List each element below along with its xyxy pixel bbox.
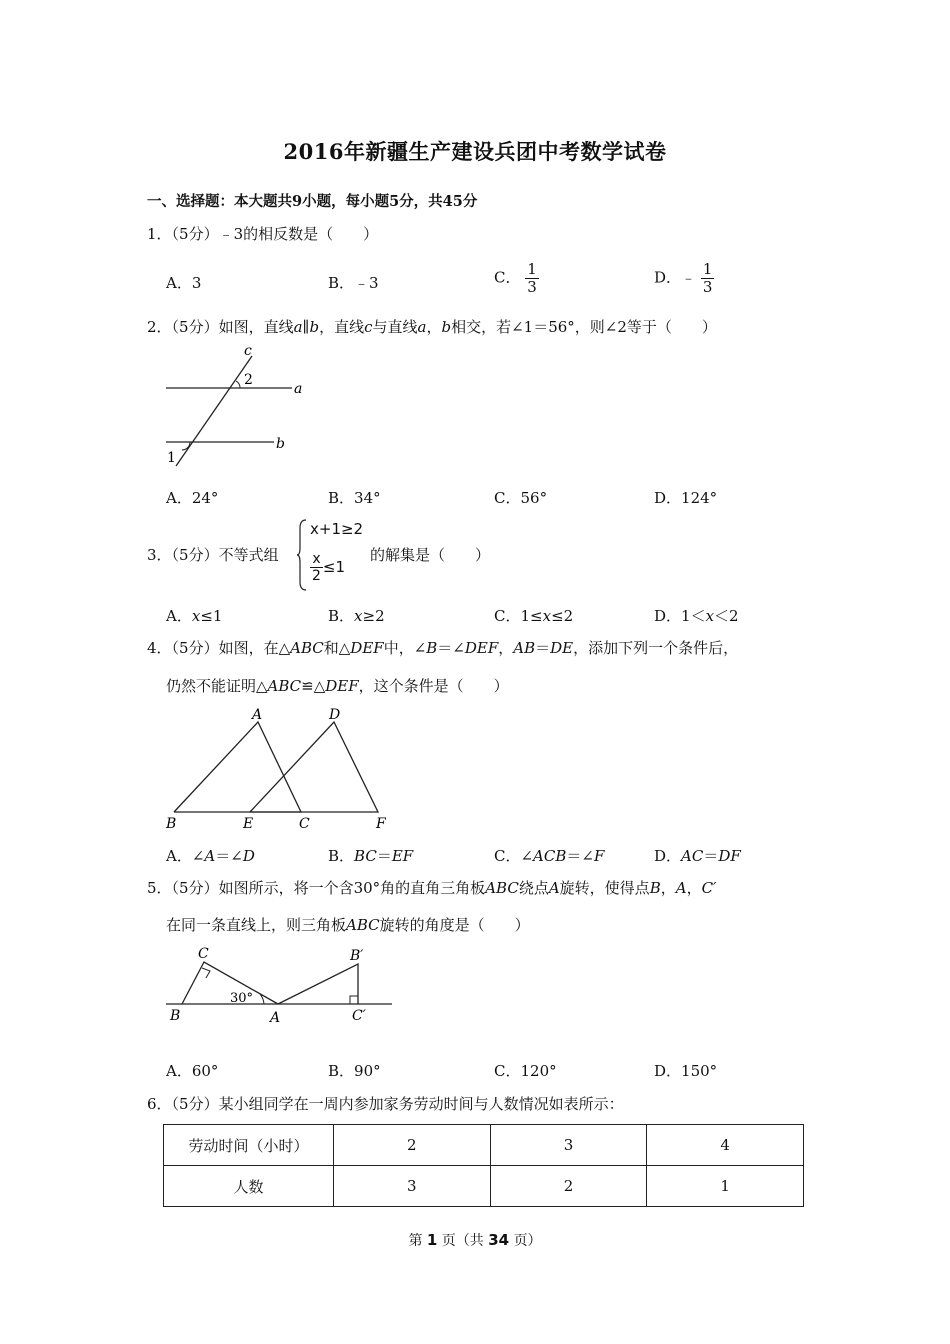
var: x (705, 607, 715, 625)
q2-option-b: B．34° (328, 489, 381, 507)
text: ， (660, 879, 676, 897)
text: A．∠ (166, 847, 205, 865)
q3-option-b (328, 605, 385, 626)
var: B (426, 639, 438, 657)
page-footer (0, 1230, 950, 1250)
q1-option-d-fraction (701, 261, 715, 296)
line-b-label: b (276, 436, 285, 452)
left-brace-icon (296, 518, 308, 592)
text: 仍然不能证明△ (166, 677, 268, 695)
line-a-label: a (294, 381, 303, 397)
text: D．1＜ (654, 607, 706, 625)
text: ＜2 (714, 607, 739, 625)
question-5-line-1 (147, 878, 716, 898)
angle-30-label: 30° (230, 991, 254, 1006)
system-line-2 (310, 551, 345, 584)
var: AC (681, 847, 704, 865)
point-a-label: A (252, 707, 263, 723)
fraction-numerator: 1 (527, 260, 537, 278)
page-number: 1 (426, 1231, 438, 1249)
table-row (164, 1166, 804, 1207)
q4-option-b (328, 845, 413, 866)
question-5-line-2 (166, 915, 530, 935)
text: D． (654, 847, 682, 865)
text: C．∠ (494, 847, 534, 865)
var: b (309, 318, 320, 336)
text: 绕点 (518, 879, 549, 897)
point-a-label: A (270, 1010, 281, 1026)
q2-option-d: D．124° (654, 489, 718, 507)
point-d-label: D (329, 707, 341, 723)
text: 第 (408, 1233, 423, 1249)
var: B (649, 879, 661, 897)
question-1-stem: 1．（5分）﹣3的相反数是（ ） (147, 225, 379, 243)
var: DE (550, 639, 574, 657)
system-line-2-tail: ≤1 (322, 558, 346, 576)
text: ∥ (302, 318, 310, 336)
q1-option-c-fraction (525, 261, 539, 296)
fraction-numerator: x (310, 551, 323, 568)
system-line-1: x+1≥2 (310, 520, 364, 538)
text: ， (426, 318, 442, 336)
table-cell: 劳动时间（小时） (164, 1125, 334, 1166)
text: 页（共 (441, 1233, 484, 1249)
q4-option-d (654, 845, 741, 866)
table-cell: 4 (647, 1125, 804, 1166)
q1-option-c-label: C． (494, 268, 521, 287)
q3-option-c (494, 605, 573, 626)
text: 和△ (323, 639, 351, 657)
text: ＝∠ (215, 847, 243, 865)
text: 旋转，使得点 (559, 879, 650, 897)
q4-option-a (166, 845, 255, 866)
table-cell: 2 (490, 1166, 647, 1207)
table-row (164, 1125, 804, 1166)
text: ， (686, 879, 702, 897)
point-e-label: E (243, 816, 254, 832)
var: DEF (325, 677, 359, 695)
table-cell: 人数 (164, 1166, 334, 1207)
var: b (441, 318, 452, 336)
q2-option-a: A．24° (166, 489, 219, 507)
q1-option-c (494, 261, 539, 296)
text: ＝ (535, 639, 551, 657)
text: B． (328, 607, 355, 625)
text: 与直线 (372, 318, 418, 336)
text: 2．（5分）如图，直线 (147, 318, 294, 336)
var: A (675, 879, 687, 897)
var: ABC (346, 916, 380, 934)
text: C．1≤ (494, 607, 543, 625)
var: C′ (701, 879, 717, 897)
text: 旋转的角度是（ ） (379, 916, 530, 934)
question-6-stem: 6．（5分）某小组同学在一周内参加家务劳动时间与人数情况如表所示： (147, 1095, 624, 1113)
text: ≌△ (301, 677, 326, 695)
line-c-label: c (244, 343, 252, 359)
text: ≥2 (362, 607, 385, 625)
page-title: 2016年新疆生产建设兵团中考数学试卷 (283, 139, 667, 164)
point-b-prime-label: B′ (350, 948, 364, 964)
text: ＝∠ (566, 847, 594, 865)
fraction-denominator: 3 (527, 278, 537, 296)
system-fraction (310, 551, 323, 584)
data-table (163, 1124, 804, 1207)
var: EF (391, 847, 414, 865)
question-3-suffix: 的解集是（ ） (370, 546, 491, 564)
angle-2-label: 2 (244, 372, 253, 388)
text: A． (166, 607, 192, 625)
var: c (364, 318, 373, 336)
var: DEF (350, 639, 384, 657)
q5-option-d: D．150° (654, 1062, 718, 1080)
var: DF (718, 847, 741, 865)
q1-option-b: B．﹣3 (328, 274, 379, 292)
q2-option-c: C．56° (494, 489, 548, 507)
point-b-label: B (166, 816, 177, 832)
var: DEF (464, 639, 499, 657)
var: x (354, 607, 363, 625)
q1-option-d-label: D．﹣ (654, 268, 697, 287)
table-cell: 2 (334, 1125, 491, 1166)
point-c-label: C (299, 816, 310, 832)
var: AB (513, 639, 536, 657)
var: ABC (290, 639, 324, 657)
text: 在同一条直线上，则三角板 (166, 916, 347, 934)
question-4-line-2 (166, 676, 509, 696)
text: ，直线 (319, 318, 365, 336)
text: 相交，若∠1＝56°，则∠2等于（ ） (451, 318, 717, 336)
q1-option-d (654, 261, 714, 296)
point-f-label: F (376, 816, 386, 832)
text: 页） (513, 1233, 542, 1249)
var: x (542, 607, 552, 625)
fraction-denominator: 2 (312, 568, 321, 584)
text: ≤2 (551, 607, 574, 625)
q5-option-a: A．60° (166, 1062, 219, 1080)
point-c-prime-label: C′ (352, 1008, 366, 1024)
section-heading: 一、选择题：本大题共9小题，每小题5分，共45分 (147, 193, 478, 210)
q3-option-a (166, 605, 222, 626)
var: a (417, 318, 427, 336)
question-2-stem (147, 317, 717, 337)
q2-figure-parallel-lines (160, 342, 320, 472)
var: F (593, 847, 605, 865)
question-3-prefix: 3．（5分）不等式组 (147, 546, 279, 564)
q5-figure-rotation (160, 942, 400, 1027)
table-cell: 1 (647, 1166, 804, 1207)
var: A (548, 879, 560, 897)
text: ，这个条件是（ ） (358, 677, 509, 695)
text: ＝∠ (437, 639, 465, 657)
text: B． (328, 847, 355, 865)
var: D (242, 847, 255, 865)
var: ABC (485, 879, 519, 897)
angle-1-label: 1 (167, 450, 176, 466)
point-b-label: B (170, 1008, 181, 1024)
var: BC (354, 847, 377, 865)
text: ＝ (376, 847, 392, 865)
q3-option-d (654, 605, 739, 626)
total-pages: 34 (488, 1231, 510, 1249)
var: ABC (267, 677, 302, 695)
var: x (191, 607, 201, 625)
var: ACB (533, 847, 567, 865)
table-cell: 3 (334, 1166, 491, 1207)
text: 中，∠ (383, 639, 427, 657)
question-4-line-1 (147, 638, 738, 658)
text: ＝ (703, 847, 719, 865)
var: a (293, 318, 303, 336)
fraction-numerator: 1 (702, 260, 713, 278)
text: 4．（5分）如图，在△ (147, 639, 291, 657)
q4-figure-triangles (160, 702, 400, 837)
q1-option-a: A．3 (166, 274, 202, 292)
var: A (204, 847, 216, 865)
text: ， (498, 639, 514, 657)
text: ，添加下列一个条件后， (573, 639, 739, 657)
text: 5．（5分）如图所示，将一个含30°角的直角三角板 (147, 879, 486, 897)
q5-option-c: C．120° (494, 1062, 557, 1080)
text: ≤1 (200, 607, 223, 625)
table-cell: 3 (490, 1125, 647, 1166)
q4-option-c (494, 845, 604, 866)
point-c-label: C (198, 946, 209, 962)
fraction-denominator: 3 (702, 278, 713, 296)
q5-option-b: B．90° (328, 1062, 381, 1080)
